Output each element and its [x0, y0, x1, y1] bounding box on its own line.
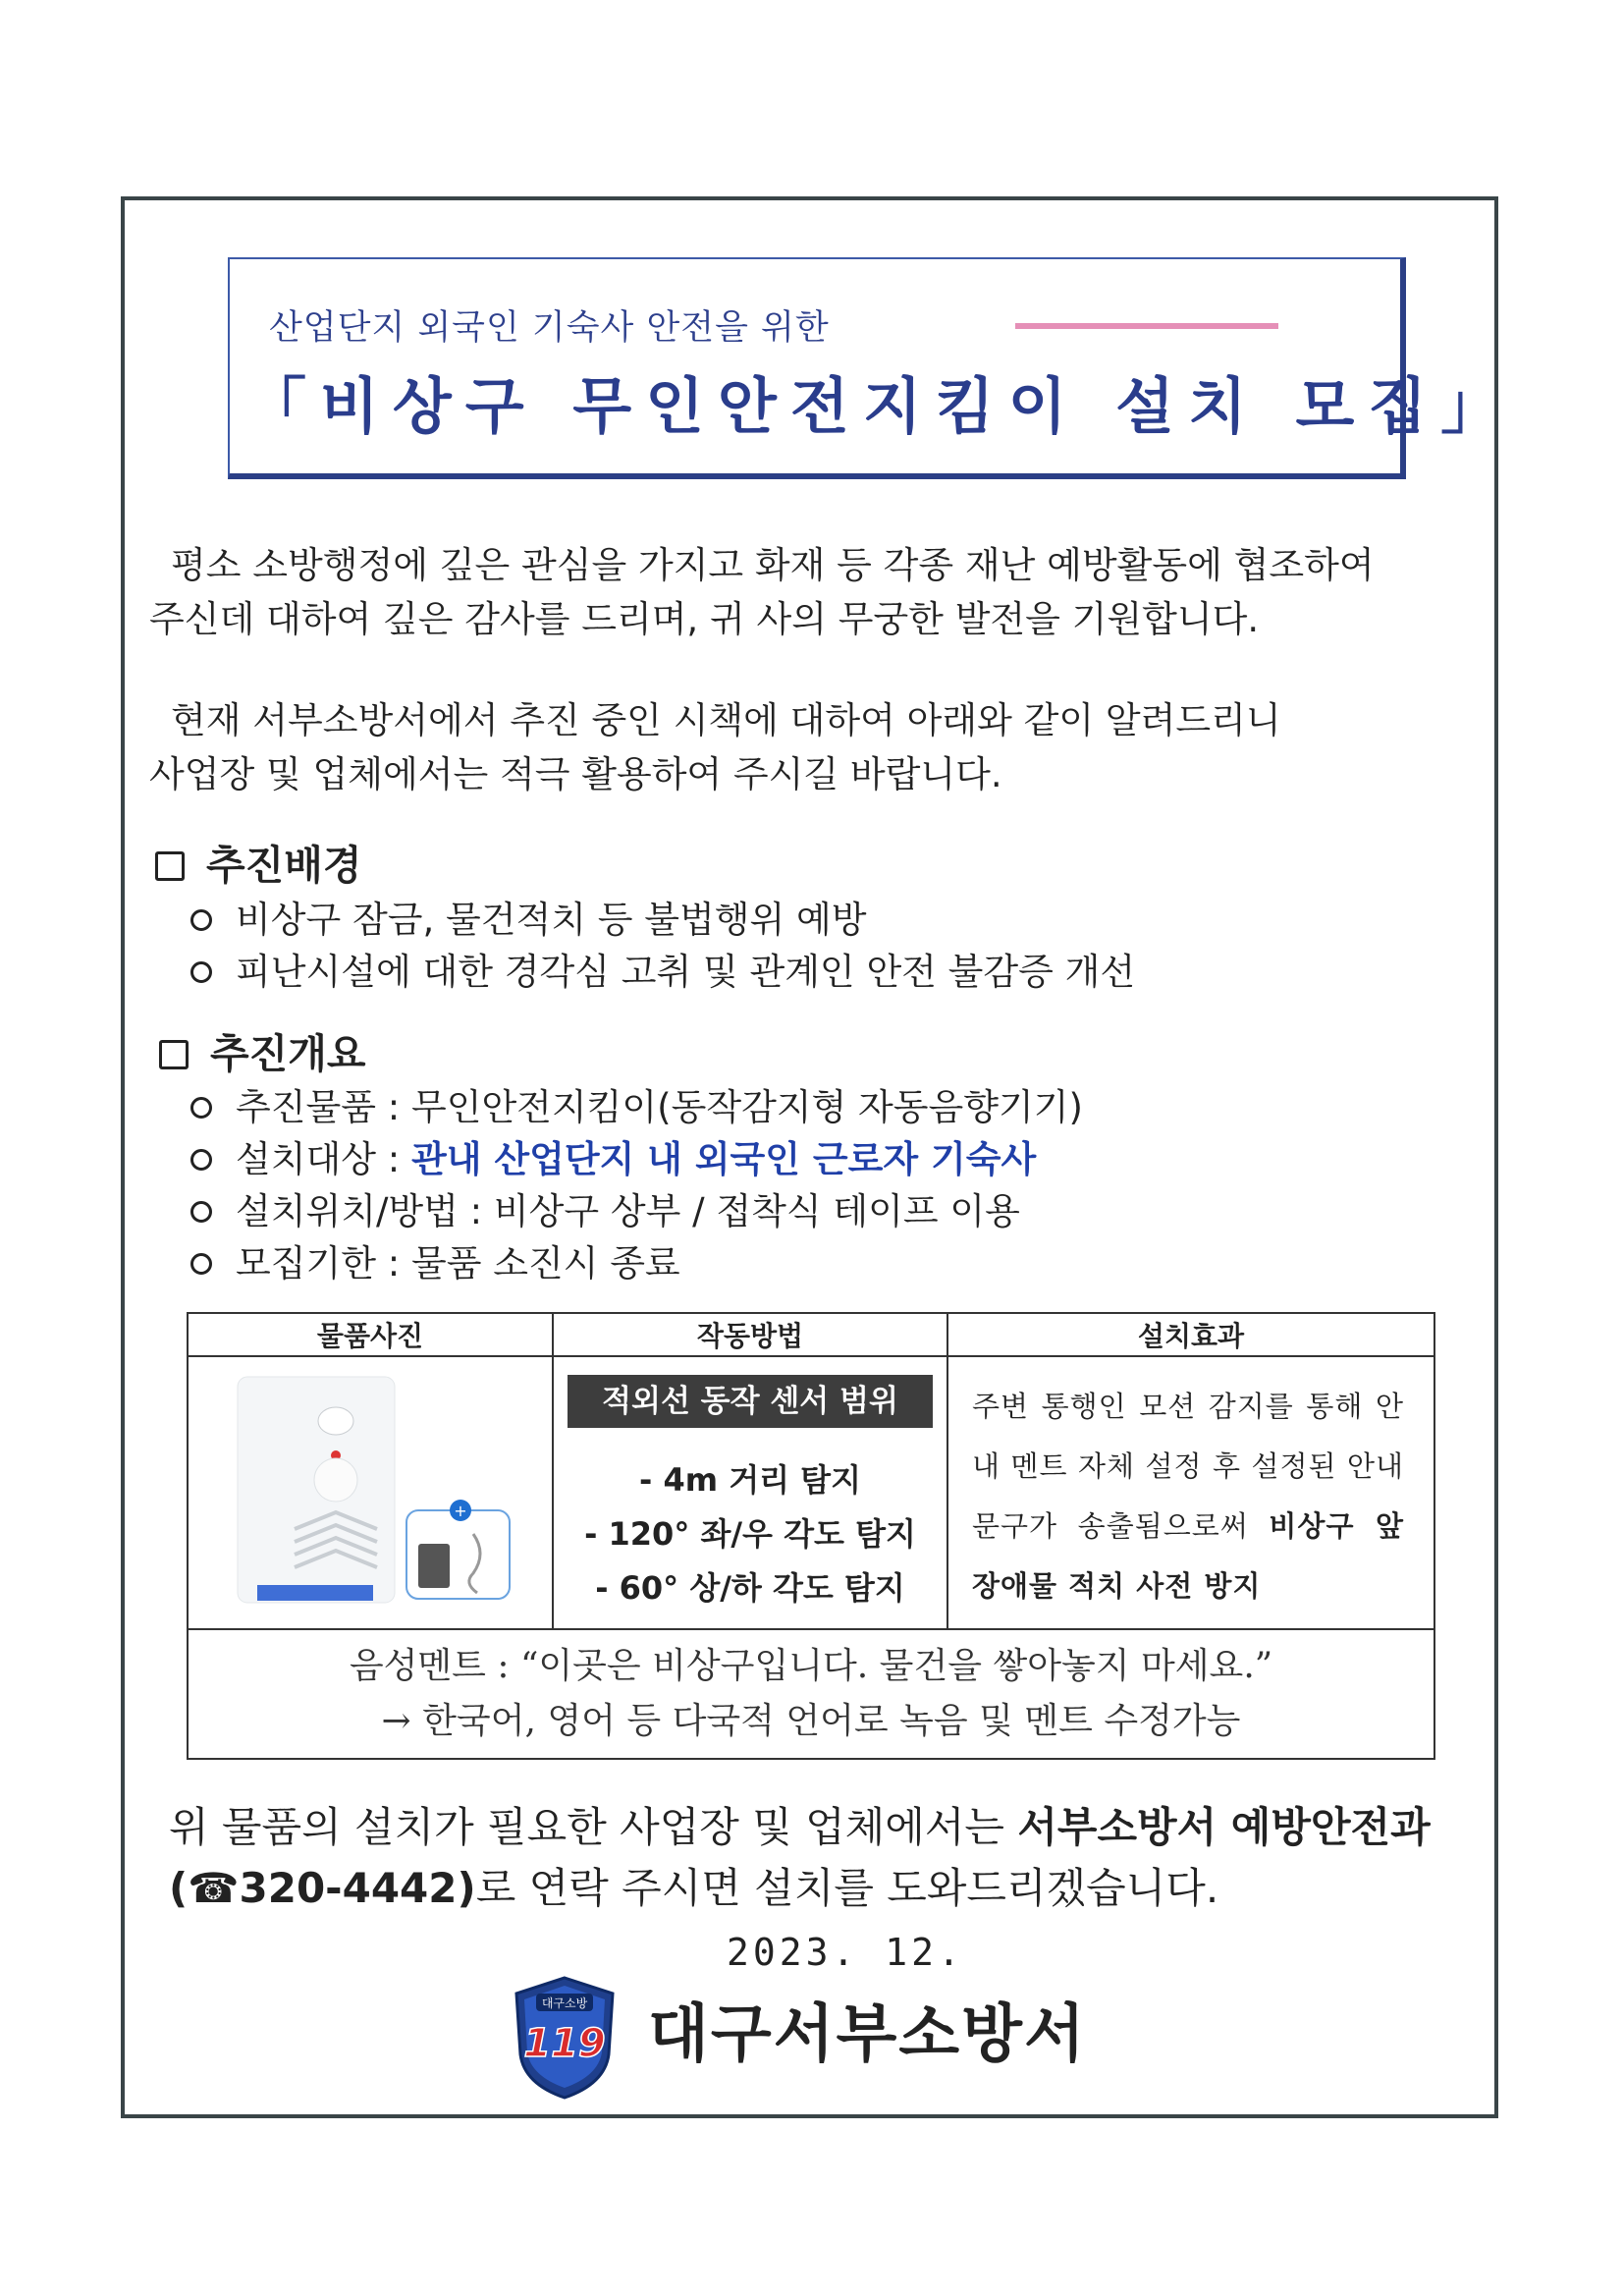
circle-bullet-icon: [190, 1149, 212, 1171]
section-background-heading: [155, 833, 361, 891]
closing-text: 로 연락 주시면 설치를 도와드리겠습니다.: [475, 1864, 1219, 1912]
intro-p2-line2: 사업장 및 업체에서는 적극 활용하여 주시길 바랍니다.: [149, 753, 1002, 795]
checkbox-square-icon: [159, 1040, 189, 1069]
sensor-range-banner: 적외선 동작 센서 범위: [568, 1375, 933, 1428]
operation-method-cell: [553, 1356, 947, 1629]
phone-number: (☎320-4442): [169, 1864, 476, 1912]
product-photo-cell: [188, 1356, 553, 1629]
department-name: 서부소방서 예방안전과: [1017, 1803, 1431, 1851]
organization-name: 대구서부소방서: [648, 1998, 1087, 2071]
voice-message-cell: [188, 1629, 1434, 1759]
method-line: - 60° 상/하 각도 탐지: [595, 1569, 905, 1607]
overview-item: [190, 1181, 1020, 1234]
background-item-text: 피난시설에 대한 경각심 고취 및 관계인 안전 불감증 개선: [236, 951, 1136, 993]
background-item-text: 비상구 잠금, 물건적치 등 불법행위 예방: [236, 899, 867, 941]
closing-line-2: [169, 1858, 1218, 1919]
table-header-row: [188, 1313, 1434, 1356]
section-overview-label: 추진개요: [210, 1030, 366, 1077]
section-background-label: 추진배경: [206, 842, 362, 889]
emblem-label: 대구소방: [541, 1996, 588, 2010]
overview-item: [190, 1129, 1036, 1182]
document-date: 2023. 12.: [727, 1931, 964, 1974]
table-header-cell: 작동방법: [553, 1313, 947, 1356]
voice-message-line: 음성멘트 : “이곳은 비상구입니다. 물건을 쌓아놓지 마세요.”: [349, 1646, 1273, 1686]
intro-p1-line2: 주신데 대하여 깊은 감사를 드리며, 귀 사의 무궁한 발전을 기원합니다.: [149, 598, 1260, 640]
effect-plain-text: 주변 통행인 모션 감지를 통해 안내 멘트 자체 설정 후 설정된 안내문구가 송출됨으로써: [972, 1390, 1404, 1543]
overview-item-text: 추진물품 : 무인안전지킴이(동작감지형 자동음향기기): [236, 1086, 1083, 1128]
overview-item-highlight: 관내 산업단지 내 외국인 근로자 기숙사: [410, 1138, 1037, 1180]
closing-line-1: [169, 1797, 1431, 1858]
table-header-cell: 물품사진: [188, 1313, 553, 1356]
effect-bold-text: 비상구 앞 장애물 적치 사전 방지: [972, 1509, 1404, 1603]
circle-bullet-icon: [190, 961, 212, 983]
overview-item-text: 모집기한 : 물품 소진시 종료: [236, 1242, 680, 1285]
circle-bullet-icon: [190, 909, 212, 931]
fire-department-emblem-icon: [511, 1974, 619, 2102]
overview-item-text: 설치위치/방법 : 비상구 상부 / 접착식 테이프 이용: [236, 1190, 1020, 1232]
overview-item-label: 설치대상 :: [236, 1138, 411, 1180]
overview-item: [190, 1077, 1083, 1130]
install-effect-text: [972, 1377, 1404, 1616]
intro-paragraph-2: [149, 693, 1281, 801]
circle-bullet-icon: [190, 1097, 212, 1119]
table-row: [188, 1356, 1434, 1629]
install-effect-cell: [947, 1356, 1434, 1629]
overview-item: [190, 1233, 680, 1286]
checkbox-square-icon: [155, 851, 185, 881]
background-item: [190, 942, 1135, 995]
product-info-table: [187, 1312, 1435, 1760]
circle-bullet-icon: [190, 1201, 212, 1223]
circle-bullet-icon: [190, 1253, 212, 1275]
table-header-cell: 설치효과: [947, 1313, 1434, 1356]
closing-text: 위 물품의 설치가 필요한 사업장 및 업체에서는: [169, 1803, 1018, 1851]
section-overview-heading: [159, 1021, 365, 1079]
voice-message-note: → 한국어, 영어 등 다국적 언어로 녹음 및 멘트 수정가능: [381, 1701, 1241, 1741]
svg-text:+: +: [454, 1502, 467, 1520]
method-line: - 120° 좌/우 각도 탐지: [584, 1515, 916, 1553]
page-title: 「비상구 무인안전지킴이 설치 모집」: [245, 370, 1516, 442]
intro-p2-line1: 현재 서부소방서에서 추진 중인 시책에 대하여 아래와 같이 알려드리니: [171, 699, 1281, 741]
intro-paragraph-1: [149, 538, 1375, 646]
title-subtitle: 산업단지 외국인 기숙사 안전을 위한: [269, 308, 830, 348]
svg-text:119: 119: [523, 2021, 606, 2066]
title-box: [228, 257, 1516, 479]
decorative-line: [1015, 323, 1278, 329]
intro-p1-line1: 평소 소방행정에 깊은 관심을 가지고 화재 등 각종 재난 예방활동에 협조하여: [171, 544, 1375, 586]
method-line: - 4m 거리 탐지: [639, 1461, 861, 1499]
motion-sensor-device-image: [189, 1357, 548, 1620]
background-item: [190, 890, 866, 943]
table-row: [188, 1629, 1434, 1759]
